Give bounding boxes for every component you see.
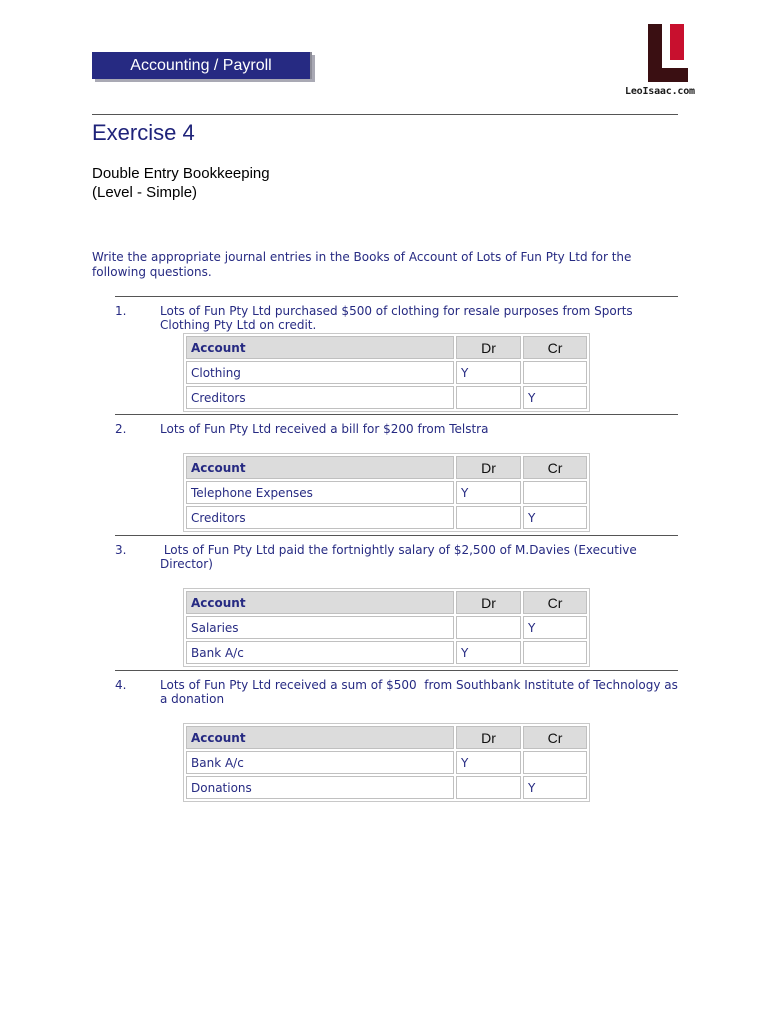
account-header: Account xyxy=(186,591,454,614)
account-cell: Bank A/c xyxy=(186,751,454,774)
cr-cell xyxy=(523,751,587,774)
account-header: Account xyxy=(186,726,454,749)
page-title: Exercise 4 xyxy=(92,120,195,145)
table-header-row xyxy=(186,726,587,749)
question-number: 1. xyxy=(115,304,127,318)
cr-cell xyxy=(523,481,587,504)
dr-cell xyxy=(456,616,521,639)
table-row xyxy=(186,616,587,639)
cr-cell: Y xyxy=(523,616,587,639)
account-cell: Bank A/c xyxy=(186,641,454,664)
account-cell: Clothing xyxy=(186,361,454,384)
section-badge xyxy=(92,52,312,79)
logo-text: LeoIsaac.com xyxy=(625,86,695,97)
journal-table xyxy=(183,333,590,412)
subtitle-line-1: Double Entry Bookkeeping xyxy=(92,165,270,182)
site-logo[interactable] xyxy=(622,24,712,104)
account-cell: Creditors xyxy=(186,386,454,409)
table-row xyxy=(186,386,587,409)
account-cell: Salaries xyxy=(186,616,454,639)
cr-cell: Y xyxy=(523,506,587,529)
account-header: Account xyxy=(186,336,454,359)
dr-cell: Y xyxy=(456,481,521,504)
cr-cell: Y xyxy=(523,776,587,799)
question-divider xyxy=(115,670,678,671)
table-row xyxy=(186,751,587,774)
account-cell: Creditors xyxy=(186,506,454,529)
question-text: Lots of Fun Pty Ltd received a bill for $200 from Telstra xyxy=(160,422,489,436)
dr-header: Dr xyxy=(456,591,521,614)
instructions: Write the appropriate journal entries in the Books of Account of Lots of Fun Pty Ltd for the following questions. xyxy=(92,250,632,279)
question-text: Lots of Fun Pty Ltd purchased $500 of clothing for resale purposes from Sports Clothing Pty Ltd on credit. xyxy=(160,304,633,332)
cr-header: Cr xyxy=(523,456,587,479)
table-row xyxy=(186,361,587,384)
dr-cell xyxy=(456,506,521,529)
question-divider xyxy=(115,535,678,536)
dr-cell: Y xyxy=(456,641,521,664)
account-header: Account xyxy=(186,456,454,479)
question-number: 4. xyxy=(115,678,127,692)
table-row xyxy=(186,641,587,664)
cr-cell: Y xyxy=(523,386,587,409)
table-header-row xyxy=(186,456,587,479)
cr-cell xyxy=(523,361,587,384)
table-header-row xyxy=(186,591,587,614)
journal-table xyxy=(183,453,590,532)
leoisaac-logo-icon xyxy=(648,24,688,84)
cr-header: Cr xyxy=(523,336,587,359)
cr-header: Cr xyxy=(523,726,587,749)
table-header-row xyxy=(186,336,587,359)
dr-header: Dr xyxy=(456,336,521,359)
question-text: Lots of Fun Pty Ltd received a sum of $500 from Southbank Institute of Technology as a donation xyxy=(160,678,682,706)
account-cell: Donations xyxy=(186,776,454,799)
dr-cell: Y xyxy=(456,751,521,774)
dr-cell xyxy=(456,776,521,799)
dr-cell: Y xyxy=(456,361,521,384)
cr-header: Cr xyxy=(523,591,587,614)
subtitle-line-2: (Level - Simple) xyxy=(92,184,198,201)
table-row xyxy=(186,776,587,799)
question-divider xyxy=(115,296,678,297)
dr-header: Dr xyxy=(456,726,521,749)
table-row xyxy=(186,506,587,529)
exercise-subtitle xyxy=(92,164,270,202)
question-number: 2. xyxy=(115,422,127,436)
journal-table xyxy=(183,723,590,802)
question-text: Lots of Fun Pty Ltd paid the fortnightly salary of $2,500 of M.Davies (Executive Director) xyxy=(160,543,641,571)
table-row xyxy=(186,481,587,504)
question-divider xyxy=(115,414,678,415)
header-divider xyxy=(92,114,678,115)
dr-cell xyxy=(456,386,521,409)
dr-header: Dr xyxy=(456,456,521,479)
question-number: 3. xyxy=(115,543,127,557)
journal-table xyxy=(183,588,590,667)
cr-cell xyxy=(523,641,587,664)
section-badge-label: Accounting / Payroll xyxy=(130,56,272,74)
account-cell: Telephone Expenses xyxy=(186,481,454,504)
